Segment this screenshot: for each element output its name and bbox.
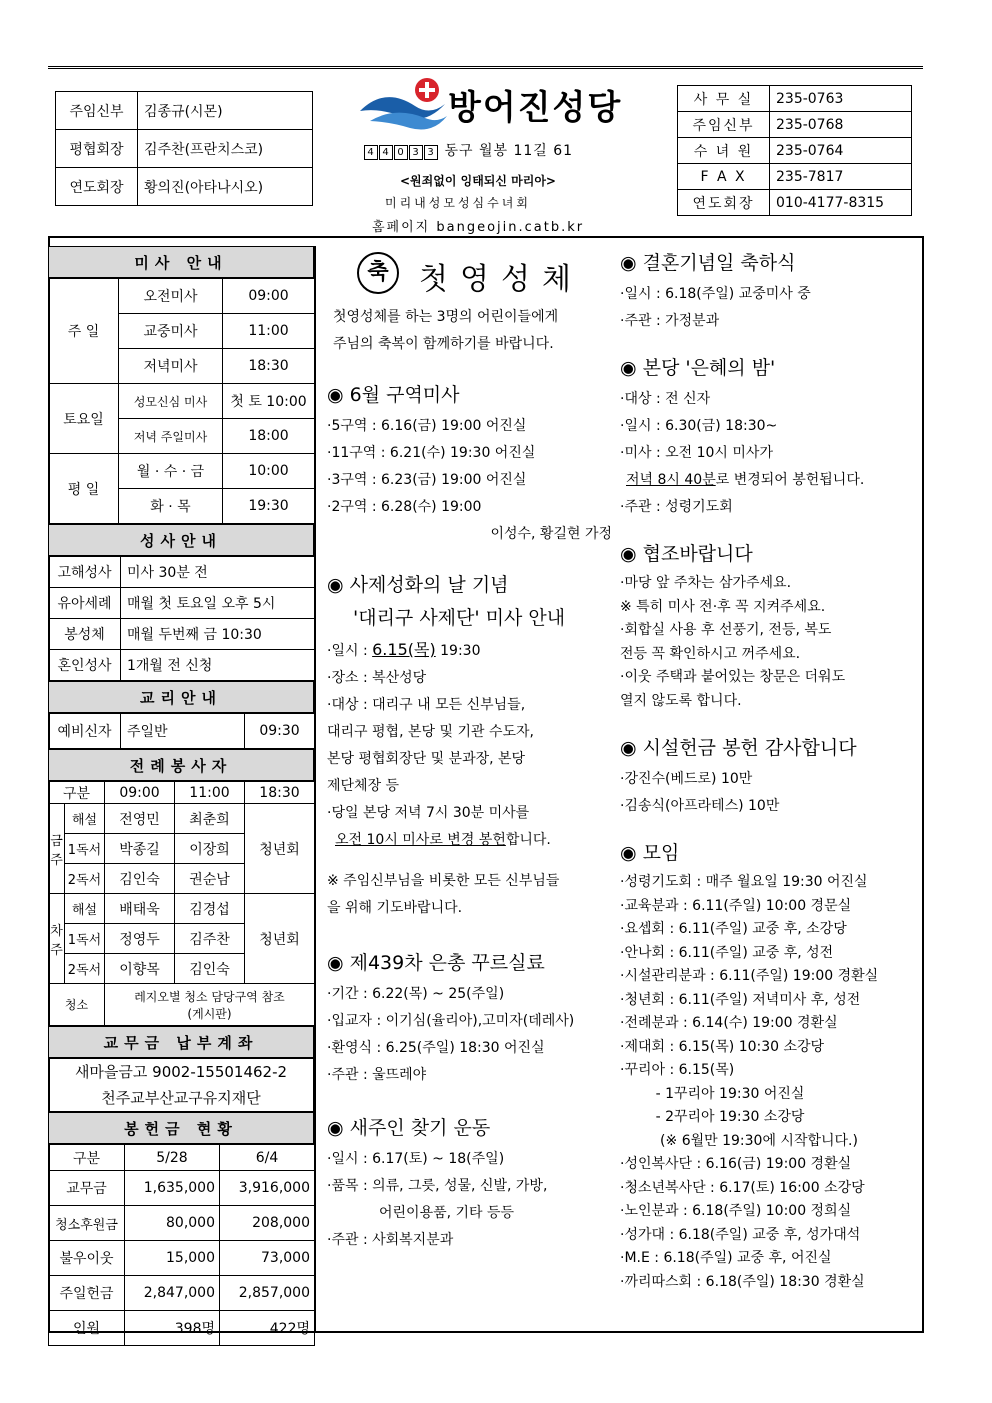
church-name: 방어진성당 (448, 88, 623, 128)
sacrament-header: 성사안내 (48, 524, 314, 556)
address: 4 4 0 3 3 동구 월봉 11길 61 (364, 140, 573, 160)
left-column (48, 246, 316, 1337)
sisters-name: 미리내성모성심수녀회 (385, 196, 531, 210)
sacrament-table: 고해성사 미사 30분 전 유아세례 매월 첫 토요일 오후 5시 봉성체 매월 두번째 금 10:30 혼인성사 1개월 전 신청 (48, 556, 315, 681)
section-cooperation: ◉ 협조바랍니다 (620, 543, 753, 565)
section-priest-day: ◉ 사제성화의 날 기념 (327, 574, 509, 596)
top-rule (48, 66, 923, 69)
account-info: 새마을금고 9002-15501462-2 천주교부산교구유지재단 (48, 1058, 314, 1112)
section-meetings: ◉ 모임 (620, 842, 680, 864)
section-district-mass: ◉ 6월 구역미사 (327, 384, 460, 406)
servers-header: 전례봉사자 (48, 749, 314, 781)
section-facility-offering: ◉ 시설헌금 봉헌 감사합니다 (620, 737, 857, 759)
section-anniversary: ◉ 결혼기념일 축하식 (620, 252, 796, 274)
contact-table: 사 무 실 235-0763 주임신부 235-0768 수 녀 원 235-0764 F A X 235-7817 연도회장 010-4177-8315 (677, 85, 912, 216)
communion-badge: 축 (357, 252, 399, 294)
homepage: 홈페이지 bangeojin.catb.kr (372, 220, 585, 235)
mass-table: 주 일 오전미사 09:00 교중미사 11:00 저녁미사 18:30 토요일 성모신심 미사 첫 토 10:00 저녁 주일미사 18:00 평 일 월 · 수 · 금 10:00 화 · 목 19:30 (48, 278, 315, 524)
section-cursillo: ◉ 제439차 은총 꾸르실료 (327, 952, 545, 974)
middle-column: 축 첫영성체 첫영성체를 하는 3명의 어린이들에게 주님의 축복이 함께하기를 바랍니다. ◉ 6월 구역미사 ·5구역 : 6.16(금) 19:00 어진실 ·11구역 : 6.21(수) 19:30 어진실 ·3구역 : 6.23(금) 19:00 어진실 ·2구역 : 6.28(수) 19:00 이성수, 황길현 가정 ◉ 사제성화의 날 기념 '대리구 사제단' 미사 안내 ·일시 : 6.15(목) 19:30 ·장소 : 복산성당 ·대상 : 대리구 내 모든 신부님들, 대리구 평협, 본당 및 기관 수도자, 본당 평협회장단 및 분과장, 본당 제단체장 등 ·당일 본당 저녁 7시 30분 미사를 오전 10시 미사로 변경 봉헌합니다. ※ 주임신부님을 비롯한 모든 신부님들 을 위해 기도바랍니다. ◉ 제439차 은총 꾸르실료 ·기간 : 6.22(목) ~ 25(주일) ·입교자 : 이기심(율리아),고미자(데레사) ·환영식 : 6.25(주일) 18:30 어진실 ·주관 : 울뜨레야 ◉ 새주인 찾기 운동 ·일시 : 6.17(토) ~ 18(주일) ·품목 : 의류, 그릇, 성물, 신발, 가방, 어린이용품, 기타 등등 ·주관 : 사회복지분과 (327, 248, 612, 1254)
right-column: ◉ 결혼기념일 축하식 ·일시 : 6.18(주일) 교중미사 중 ·주관 : 가정분과 ◉ 본당 '은혜의 밤' ·대상 : 전 신자 ·일시 : 6.30(금) 18:30~ ·미사 : 오전 10시 미사가 저녁 8시 40분로 변경되어 봉헌됩니다. ·주관 : 성령기도회 ◉ 협조바랍니다 ·마당 앞 주차는 삼가주세요. ※ 특히 미사 전·후 꼭 지켜주세요. ·회합실 사용 후 선풍기, 전등, 복도 전등 꼭 확인하시고 꺼주세요. ·이웃 주택과 붙어있는 창문은 더워도 열지 않도록 합니다. ◉ 시설헌금 봉헌 감사합니다 ·강진수(베드로) 10만 ·김송식(아프라테스) 10만 ◉ 모임 ·성령기도회 : 매주 월요일 19:30 어진실 ·교육분과 : 6.11(주일) 10:00 경문실 ·요셉회 : 6.11(주일) 교중 후, 소강당 ·안나회 : 6.11(주일) 교중 후, 성전 ·시설관리분과 : 6.11(주일) 19:00 경환실 ·청년회 : 6.11(주일) 저녁미사 후, 성전 ·전례분과 : 6.14(수) 19:00 경환실 ·제대회 : 6.15(목) 10:30 소강당 ·꾸리아 : 6.15(목) - 1꾸리아 19:30 어진실 - 2꾸리아 19:30 소강당 (※ 6월만 19:30에 시작합니다.) ·성인복사단 : 6.16(금) 19:00 경환실 ·청소년복사단 : 6.17(토) 16:00 소강당 ·노인분과 : 6.18(주일) 10:00 정희실 ·성가대 : 6.18(주일) 교중 후, 성가대석 ·M.E : 6.18(주일) 교중 후, 어진실 ·까리따스회 : 6.18(주일) 18:30 경환실 (620, 248, 916, 1294)
section-new-owner: ◉ 새주인 찾기 운동 (327, 1117, 491, 1139)
section-grace-night: ◉ 본당 '은혜의 밤' (620, 357, 776, 379)
motto: <원죄없이 잉태되신 마리아> (400, 174, 556, 188)
communion-title: 축 첫영성체 (327, 248, 612, 304)
pastor-info-table: 주임신부 김종규(시몬) 평협회장 김주찬(프란치스코) 연도회장 황의진(아타나시오) (55, 91, 313, 206)
offering-table: 구분 5/28 6/4 교무금 1,635,000 3,916,000 청소후원금 80,000 208,000 불우이웃 15,000 73,000 주일헌금 2,847,000 2,857,000 인원 398명 422명 (48, 1144, 315, 1346)
mass-header: 미사 안내 (48, 246, 314, 278)
catechism-header: 교리안내 (48, 681, 314, 713)
offering-header: 봉헌금 현황 (48, 1112, 314, 1144)
account-header: 교무금 납부계좌 (48, 1026, 314, 1058)
catechism-table: 예비신자 주일반 09:30 (48, 713, 315, 749)
servers-table: 구분 09:00 11:00 18:30 금주 해설 전영민 최춘희 청년회 1독서 박종길 이장희 2독서 김인숙 권순남 차주 해설 배태욱 김경섭 청년회 1독서 정영두 김주찬 2독서 이향목 김인숙 청소 레지오별 청소 담당구역 참조 (게시판) (48, 781, 315, 1026)
